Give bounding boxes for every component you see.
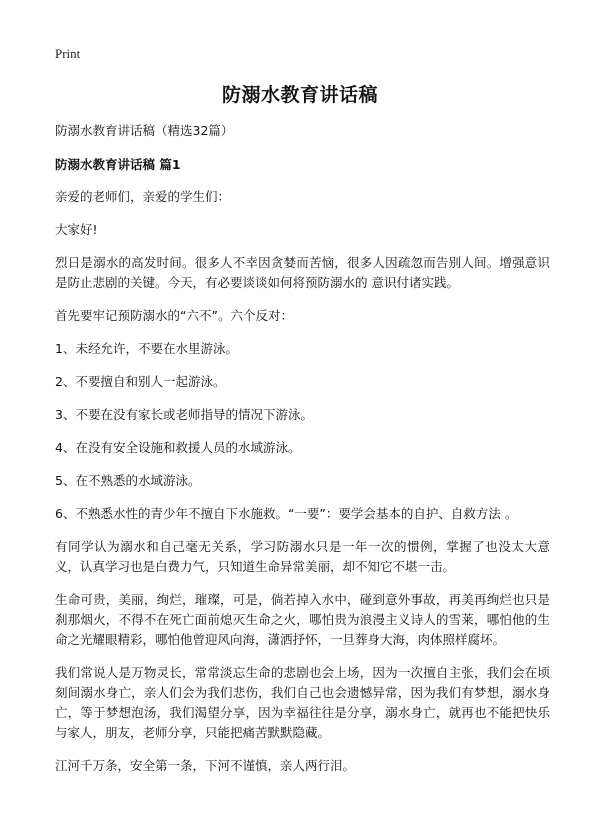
closing-paragraph: 江河千万条，安全第一条，下河不谨慎，亲人两行泪。 — [55, 758, 356, 773]
salutation-paragraph: 大家好! — [55, 222, 98, 237]
document-body — [55, 121, 550, 789]
rule-item-5: 5、在不熟悉的水域游泳。 — [55, 473, 201, 488]
body-paragraph: 有同学认为溺水和自己毫无关系，学习防溺水只是一年一次的惯例，掌握了也没太大意义，认真学习也是白费力气，只知道生命异常美丽，却不知它不堪一击。 — [55, 539, 550, 574]
six-rules-intro: 首先要牢记预防溺水的“六不”。六个反对： — [55, 308, 293, 323]
body-paragraph: 我们常说人是万物灵长，常常淡忘生命的悲剧也会上场，因为一次擅自主张，我们会在顷刻间溺水身亡，亲人们会为我们悲伤，我们自己也会遗憾异常，因为我们有梦想，溺水身亡，等于梦想泡汤，我们渴望分享，因为幸福往往是分享，溺水身亡，就再也不能把快乐与家人，朋友，老师分享，只能把痛苦默默隐藏。 — [55, 665, 550, 740]
intro-paragraph: 烈日是溺水的高发时间。很多人不幸因贪婪而苦恼，很多人因疏忽而告别人间。增强意识是防止悲剧的关键。今天，有必要谈谈如何将预防溺水的 意识付诸实践。 — [55, 255, 550, 290]
section-heading: 防溺水教育讲话稿 篇1 — [55, 157, 181, 172]
rule-item-3: 3、不要在没有家长或老师指导的情况下游泳。 — [55, 407, 313, 422]
body-paragraph: 生命可贵，美丽，绚烂，璀璨，可是，倘若掉入水中，碰到意外事故，再美再绚烂也只是刹那烟火，不得不在死亡面前熄灭生命之火，哪怕贵为浪漫主义诗人的雪莱，哪怕他的生命之光耀眼精彩，哪怕他曾迎风向海，潇洒抒怀，一旦葬身大海，肉体照样腐坏。 — [55, 592, 550, 647]
greeting-paragraph: 亲爱的老师们，亲爱的学生们： — [55, 189, 231, 204]
document-subtitle: 防溺水教育讲话稿（精选32篇） — [55, 123, 234, 138]
print-link[interactable]: Print — [55, 46, 81, 61]
rule-item-1: 1、未经允许，不要在水里游泳。 — [55, 341, 238, 356]
page-title: 防溺水教育讲话稿 — [221, 84, 378, 106]
rule-item-6: 6、不熟悉水性的青少年不擅自下水施救。“一要”：要学会基本的自护、自救方法 。 — [55, 506, 518, 521]
rule-item-2: 2、不要擅自和别人一起游泳。 — [55, 374, 226, 389]
rule-item-4: 4、在没有安全设施和救援人员的水域游泳。 — [55, 440, 301, 455]
